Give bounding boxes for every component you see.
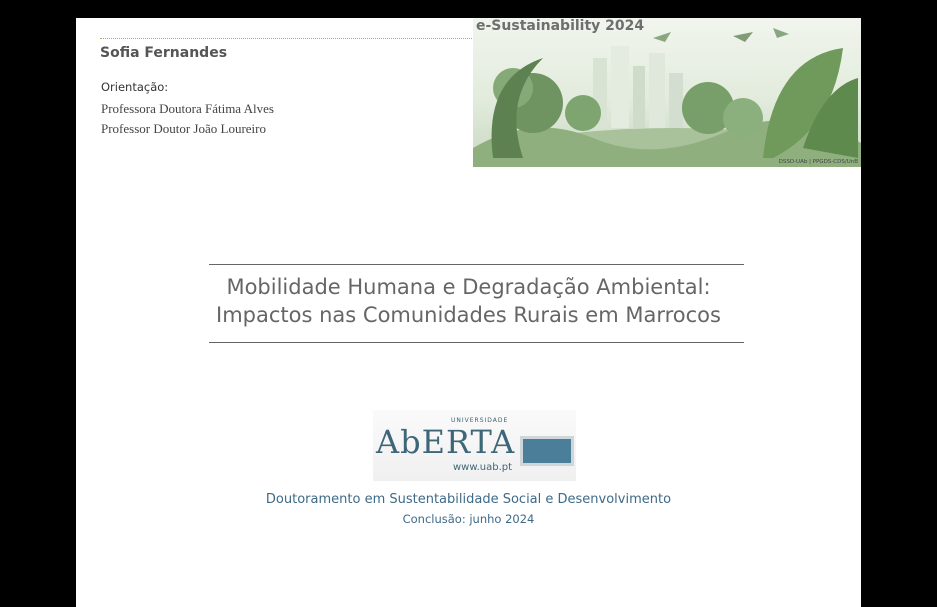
title-rule-bottom [209, 342, 744, 343]
thesis-title-line-1: Mobilidade Humana e Degradação Ambiental: [226, 275, 711, 299]
logo-url: www.uab.pt [453, 462, 513, 473]
title-slide [76, 18, 861, 607]
university-logo [373, 410, 576, 481]
advisors-label: Orientação: [101, 80, 169, 94]
title-rule-top [209, 264, 744, 265]
banner-illustration [473, 18, 861, 167]
logo-screen-icon [520, 436, 574, 466]
thesis-title-line-2: Impactos nas Comunidades Rurais em Marrocos [216, 303, 721, 327]
author-name: Sofia Fernandes [100, 45, 228, 61]
advisor-2: Professor Doutor João Loureiro [101, 121, 266, 136]
banner-credit: DSSD-UAb | PPGDS-CDS/UnB [778, 159, 858, 165]
event-title: e-Sustainability 2024 [476, 18, 645, 34]
logo-university-label: UNIVERSIDADE [451, 417, 509, 424]
forest-city-illustration-icon [473, 18, 861, 167]
completion-date: Conclusão: junho 2024 [402, 512, 535, 526]
logo-wordmark: AbERTA [376, 423, 516, 461]
program-name: Doutoramento em Sustentabilidade Social e Desenvolvimento [265, 492, 672, 507]
advisor-1: Professora Doutora Fátima Alves [101, 101, 274, 116]
